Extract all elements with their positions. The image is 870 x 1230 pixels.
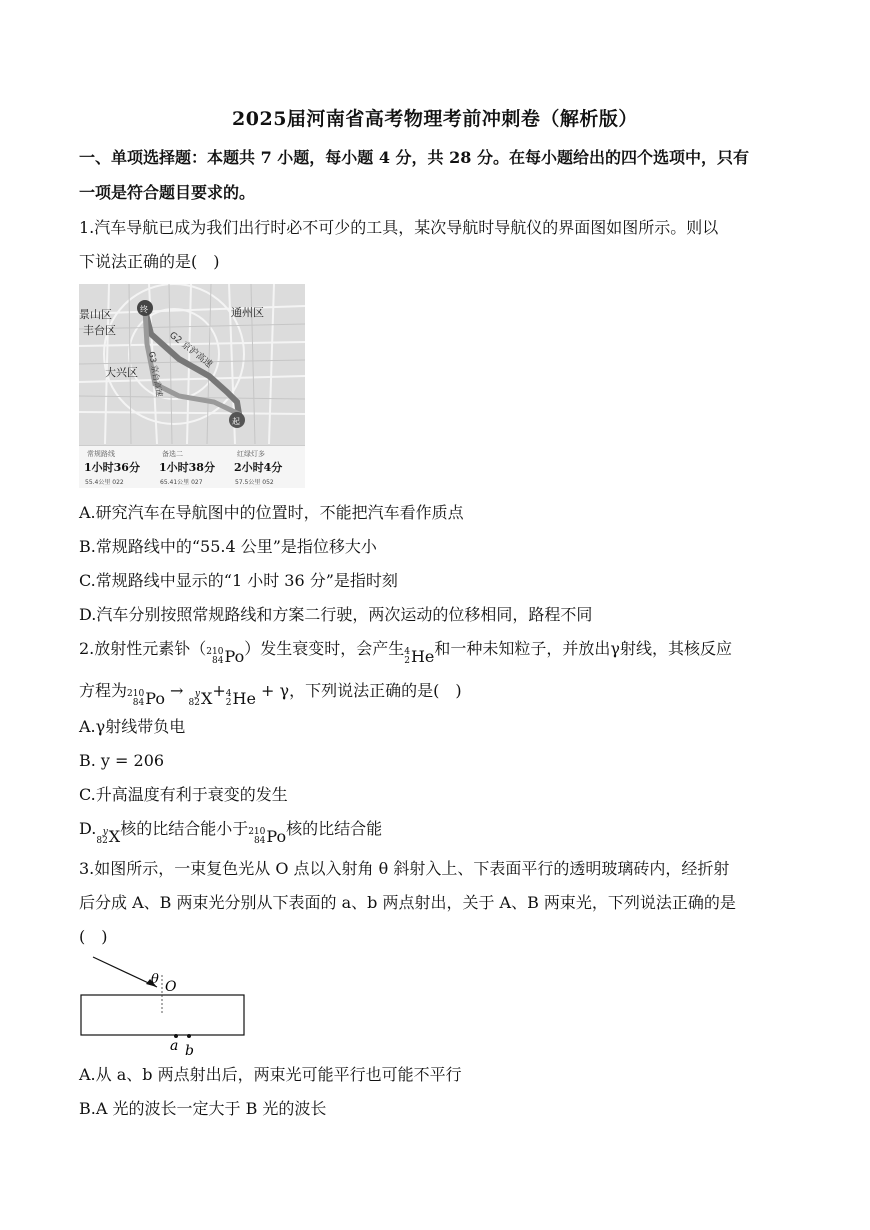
option-d-po — [248, 826, 286, 848]
map-label-district-4: 通州区 — [231, 306, 264, 319]
point-a-label: a — [170, 1038, 179, 1054]
q3-option-a: A.从 a、b 两点射出后，两束光可能平行也可能不平行 — [79, 1065, 462, 1084]
section-heading-line2: 一项是符合题目要求的。 — [79, 183, 256, 202]
route-detail: 65.41公里 027 — [160, 479, 203, 486]
q2-equation-line — [79, 680, 462, 710]
equation-x — [189, 688, 213, 710]
plus-gamma: + γ — [261, 681, 290, 700]
point-b-label: b — [185, 1043, 194, 1059]
q2-option-d-middle: 核的比结合能小于 — [120, 819, 249, 838]
q3-stem-line2: 后分成 A、B 两束光分别从下表面的 a、b 两点射出，关于 A、B 两束光，下列说法正确的是 — [79, 893, 736, 912]
route-option-3 — [229, 446, 304, 488]
map-label-district-3: 大兴区 — [105, 366, 138, 379]
navigation-map-figure — [79, 284, 305, 488]
page-title: 2025届河南省高考物理考前冲刺卷（解析版） — [232, 108, 638, 130]
q1-option-b: B.常规路线中的“55.4 公里”是指位移大小 — [79, 537, 377, 556]
option-d-x — [96, 826, 120, 848]
equation-he — [226, 688, 256, 710]
he-mass-number: 4 — [225, 689, 232, 699]
route-detail: 55.4公里 022 — [85, 479, 124, 486]
route-name: 红绿灯多 — [237, 450, 265, 458]
q3-stem-line1: 3.如图所示，一束复色光从 O 点以入射角 θ 斜射入上、下表面平行的透明玻璃砖内，经折射 — [79, 859, 730, 878]
nuclide-he — [404, 646, 434, 668]
q2-stem-line1 — [79, 638, 732, 668]
reaction-arrow: → — [170, 681, 184, 700]
point-b-dot — [187, 1034, 191, 1038]
x-atomic-number: 82 — [188, 698, 200, 708]
q2-stem-part-c: 和一种未知粒子，并放出γ射线，其核反应 — [434, 639, 732, 658]
x-mass-number: y — [102, 827, 108, 837]
q1-option-a: A.研究汽车在导航图中的位置时，不能把汽车看作质点 — [79, 503, 464, 522]
map-road-label-g3: G3 京台高速 — [147, 350, 164, 398]
nuclide-po — [206, 646, 244, 668]
route-option-2 — [154, 446, 229, 488]
point-o-label: O — [165, 979, 177, 995]
q2-equation-prefix: 方程为 — [79, 681, 128, 700]
map-road-label-g2: G2 京沪高速 — [167, 330, 214, 371]
q2-option-c: C.升高温度有利于衰变的发生 — [79, 785, 288, 804]
route-option-1 — [79, 446, 154, 488]
route-name: 常规路线 — [87, 450, 115, 458]
q3-stem-line3: ( ) — [79, 927, 108, 946]
he-symbol: He — [410, 647, 435, 666]
route-options-panel — [79, 445, 305, 488]
q1-option-c: C.常规路线中显示的“1 小时 36 分”是指时刻 — [79, 571, 398, 590]
q3-option-b: B.A 光的波长一定大于 B 光的波长 — [79, 1099, 327, 1118]
q1-stem-line1: 1.汽车导航已成为我们出行时必不可少的工具，某次导航时导航仪的界面图如图所示。则以 — [79, 218, 719, 237]
x-mass-number: y — [194, 689, 200, 699]
map-label-district-2: 丰台区 — [83, 324, 116, 337]
route-time: 1小时36分 — [84, 461, 140, 474]
map-end-marker: 终 — [140, 305, 148, 314]
glass-brick — [81, 995, 244, 1035]
po-symbol: Po — [145, 689, 165, 708]
route-name: 备选二 — [162, 450, 183, 458]
po-mass-number: 210 — [206, 647, 224, 657]
he-symbol: He — [232, 689, 256, 708]
q2-stem-part-a: 2.放射性元素钋（ — [79, 639, 207, 658]
q1-option-d: D.汽车分别按照常规路线和方案二行驶，两次运动的位移相同，路程不同 — [79, 605, 593, 624]
po-symbol: Po — [266, 827, 287, 846]
he-mass-number: 4 — [404, 647, 410, 657]
q2-option-d — [79, 818, 382, 848]
route-detail: 57.5公里 052 — [235, 479, 274, 486]
q2-equation-suffix: ，下列说法正确的是( ) — [289, 681, 462, 700]
po-atomic-number: 84 — [212, 656, 224, 666]
glass-brick-figure — [79, 953, 249, 1063]
section-heading-line1: 一、单项选择题：本题共 7 小题，每小题 4 分，共 28 分。在每小题给出的四个选项中，只有 — [79, 148, 749, 167]
map-start-marker: 起 — [232, 417, 240, 426]
he-atomic-number: 2 — [225, 698, 232, 708]
po-atomic-number: 84 — [132, 698, 145, 708]
he-atomic-number: 2 — [404, 656, 410, 666]
q2-option-d-suffix: 核的比结合能 — [286, 819, 383, 838]
q2-stem-part-b: ）发生衰变时，会产生 — [244, 639, 405, 658]
theta-label: θ — [151, 972, 159, 987]
equation-po — [127, 688, 165, 710]
po-atomic-number: 84 — [253, 836, 266, 846]
plus-sign: + — [212, 681, 226, 700]
po-mass-number: 210 — [248, 827, 266, 837]
map-label-district-1: 景山区 — [79, 308, 112, 321]
q2-option-d-prefix: D. — [79, 819, 97, 838]
route-time: 1小时38分 — [159, 461, 215, 474]
route-time: 2小时4分 — [234, 461, 283, 474]
q1-stem-line2: 下说法正确的是( ) — [79, 252, 220, 271]
x-atomic-number: 82 — [96, 836, 108, 846]
x-symbol: X — [108, 827, 121, 846]
x-symbol: X — [201, 689, 213, 708]
po-symbol: Po — [224, 647, 245, 666]
q2-option-b: B. y = 206 — [79, 751, 165, 770]
po-mass-number: 210 — [127, 689, 145, 699]
q2-option-a: A.γ射线带负电 — [79, 717, 186, 736]
